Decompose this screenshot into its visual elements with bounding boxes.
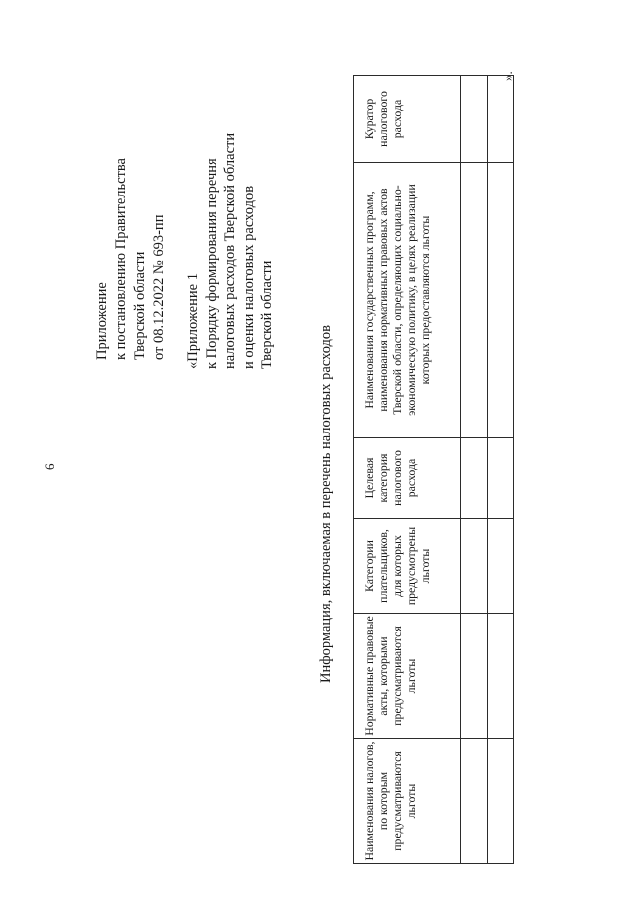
appendix-header-line: Тверской области	[132, 251, 148, 360]
procedure-header-line: и оценки налоговых расходов	[240, 185, 257, 369]
table-cell	[488, 438, 514, 519]
table-cell	[461, 163, 488, 438]
column-header: Куратор налогового расхода	[354, 76, 461, 163]
procedure-header	[184, 133, 277, 369]
column-header: Нормативные правовые акты, которыми предусматриваются льготы	[354, 614, 461, 739]
appendix-header	[93, 158, 169, 360]
table-title: Информация, включаемая в перечень налоговых расходов	[318, 325, 334, 683]
table-cell	[461, 438, 488, 519]
table-cell	[461, 614, 488, 739]
column-header: Наименования налогов, по которым предусматриваются льготы	[354, 739, 461, 864]
table-cell	[461, 76, 488, 163]
column-header: Целевая категория налогового расхода	[354, 438, 461, 519]
page-number: 6	[42, 463, 57, 470]
table-cell	[461, 519, 488, 614]
procedure-header-line: к Порядку формирования перечня	[203, 158, 220, 369]
procedure-header-line: налоговых расходов Тверской области	[222, 132, 238, 369]
procedure-header-line: Тверской области	[259, 260, 275, 369]
procedure-header-line: «Приложение 1	[185, 273, 201, 369]
table-row	[488, 76, 514, 864]
column-header: Наименования государственных программ, наименования нормативных правовых актов Тверской области, определяющих социально-экономическую политику, в целях реализации которых предоставляются льготы	[354, 163, 461, 438]
appendix-header-line: от 08.12.2022 № 693-пп	[151, 214, 167, 360]
column-header: Категории плательщиков, для которых предусмотрены льготы	[354, 519, 461, 614]
table-cell	[488, 614, 514, 739]
table-row	[461, 76, 488, 864]
table-cell	[488, 76, 514, 163]
table-cell	[488, 163, 514, 438]
appendix-header-line: Приложение	[94, 282, 110, 360]
tax-expenditure-table	[353, 75, 514, 864]
closing-quote-mark: ».	[500, 71, 515, 81]
table-cell	[488, 739, 514, 864]
appendix-header-line: к постановлению Правительства	[113, 158, 129, 360]
table-cell	[461, 739, 488, 864]
table-header-row	[354, 76, 461, 864]
table-cell	[488, 519, 514, 614]
